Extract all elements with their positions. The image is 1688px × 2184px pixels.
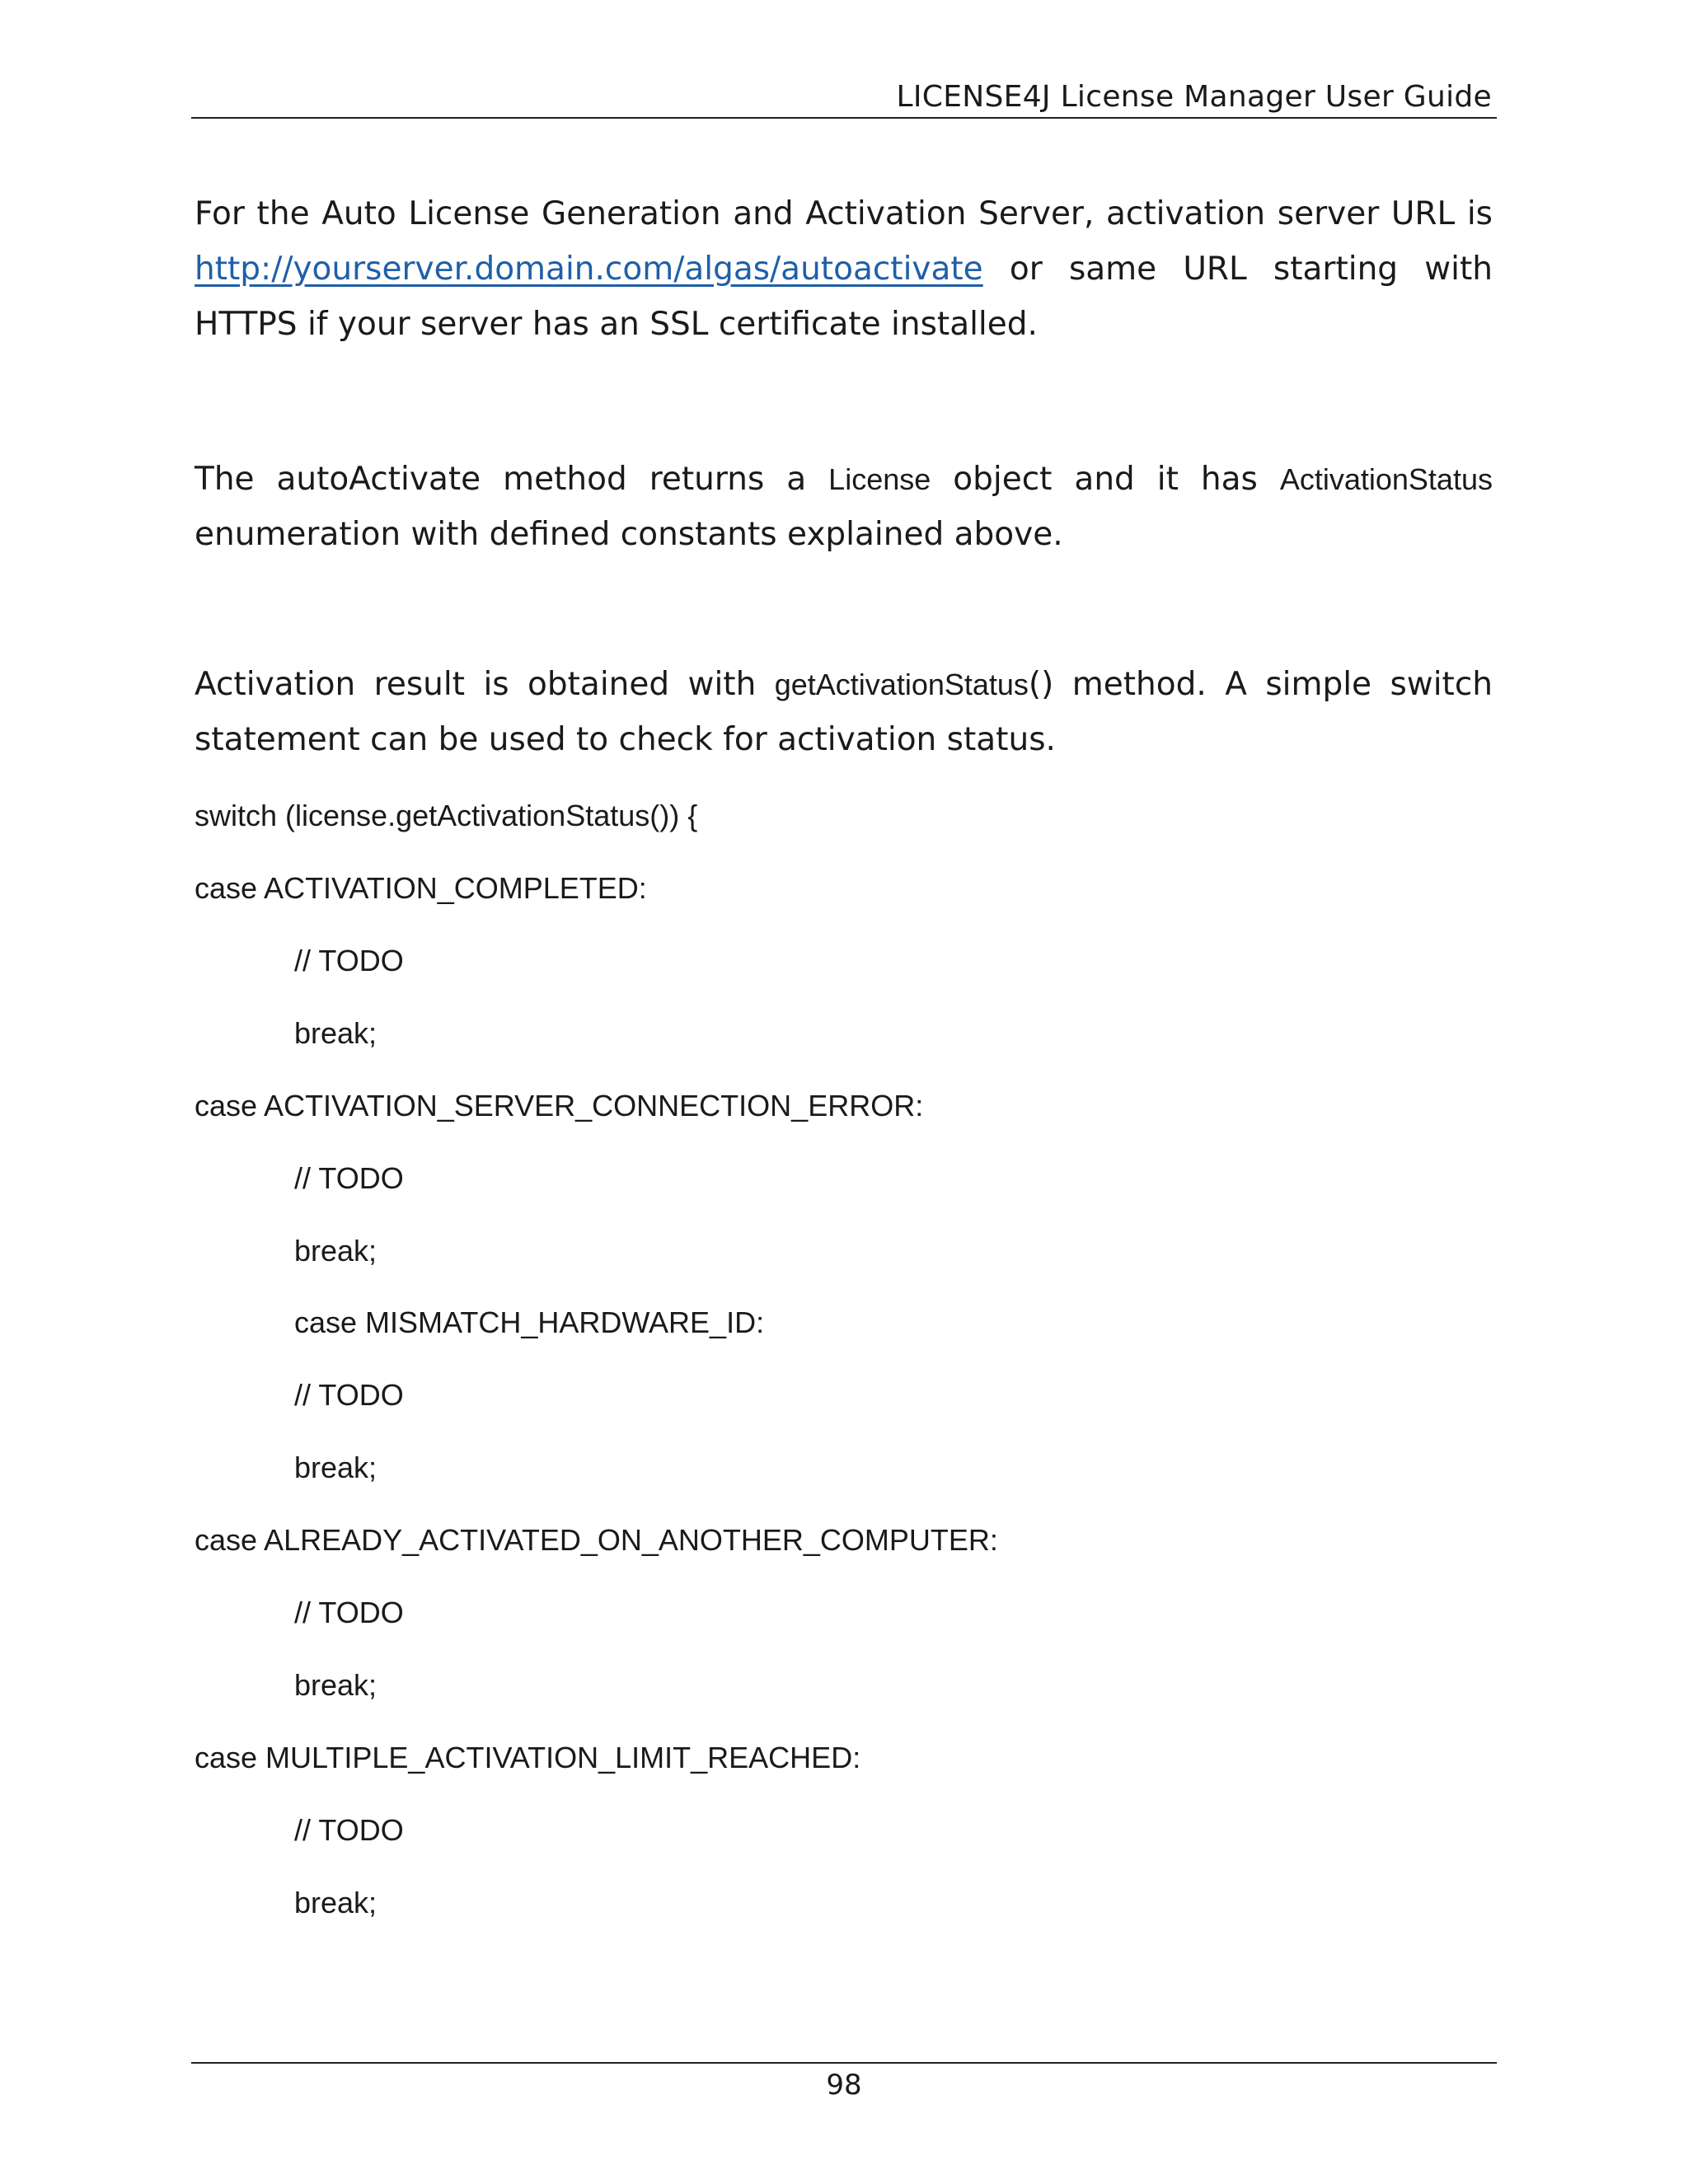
code-line: // TODO (294, 1378, 404, 1412)
inline-code-activation-status: ActivationStatus (1279, 462, 1493, 496)
code-line: break; (294, 1451, 377, 1484)
code-line: case MULTIPLE_ACTIVATION_LIMIT_REACHED: (195, 1741, 861, 1774)
inline-code-get-activation-status: getActivationStatus (774, 668, 1029, 701)
activation-server-link[interactable]: http://yourserver.domain.com/algas/autoactivate (195, 251, 983, 288)
page-number: 98 (826, 2069, 862, 2102)
code-line: // TODO (294, 1813, 404, 1847)
page-header (191, 76, 1497, 119)
code-line: break; (294, 1016, 377, 1050)
paragraph-text: object and it has (931, 461, 1280, 498)
paragraph-text: enumeration with defined constants explained above. (195, 516, 1063, 553)
paragraph-text: or same URL starting with HTTPS if your server has an SSL certificate installed. (195, 251, 1493, 343)
paragraph-text: The autoActivate method returns a (195, 461, 829, 498)
inline-code-license: License (828, 462, 931, 496)
paragraph-text: For the Auto License Generation and Activation Server, activation server URL is (195, 195, 1493, 232)
code-line: // TODO (294, 1596, 404, 1629)
code-line: case ALREADY_ACTIVATED_ON_ANOTHER_COMPUTER: (195, 1523, 998, 1557)
header-title: LICENSE4J License Manager User Guide (896, 80, 1492, 114)
code-line: case MISMATCH_HARDWARE_ID: (294, 1305, 765, 1339)
code-line: break; (294, 1234, 377, 1268)
code-line: break; (294, 1668, 377, 1702)
paragraph-text: () method. A simple switch statement can be used to check for activation status. (195, 666, 1493, 758)
paragraph-activation-result (195, 657, 1493, 767)
footer-rule (191, 2062, 1497, 2064)
paragraph-text: Activation result is obtained with (195, 666, 775, 703)
paragraph-auto-activate (195, 452, 1493, 562)
code-line: case ACTIVATION_COMPLETED: (195, 871, 647, 905)
code-line: // TODO (294, 1161, 404, 1195)
code-line: break; (294, 1886, 377, 1919)
paragraph-activation-server-url (195, 186, 1493, 352)
code-line: switch (license.getActivationStatus()) { (195, 799, 698, 832)
code-line: // TODO (294, 944, 404, 977)
code-line: case ACTIVATION_SERVER_CONNECTION_ERROR: (195, 1089, 924, 1122)
